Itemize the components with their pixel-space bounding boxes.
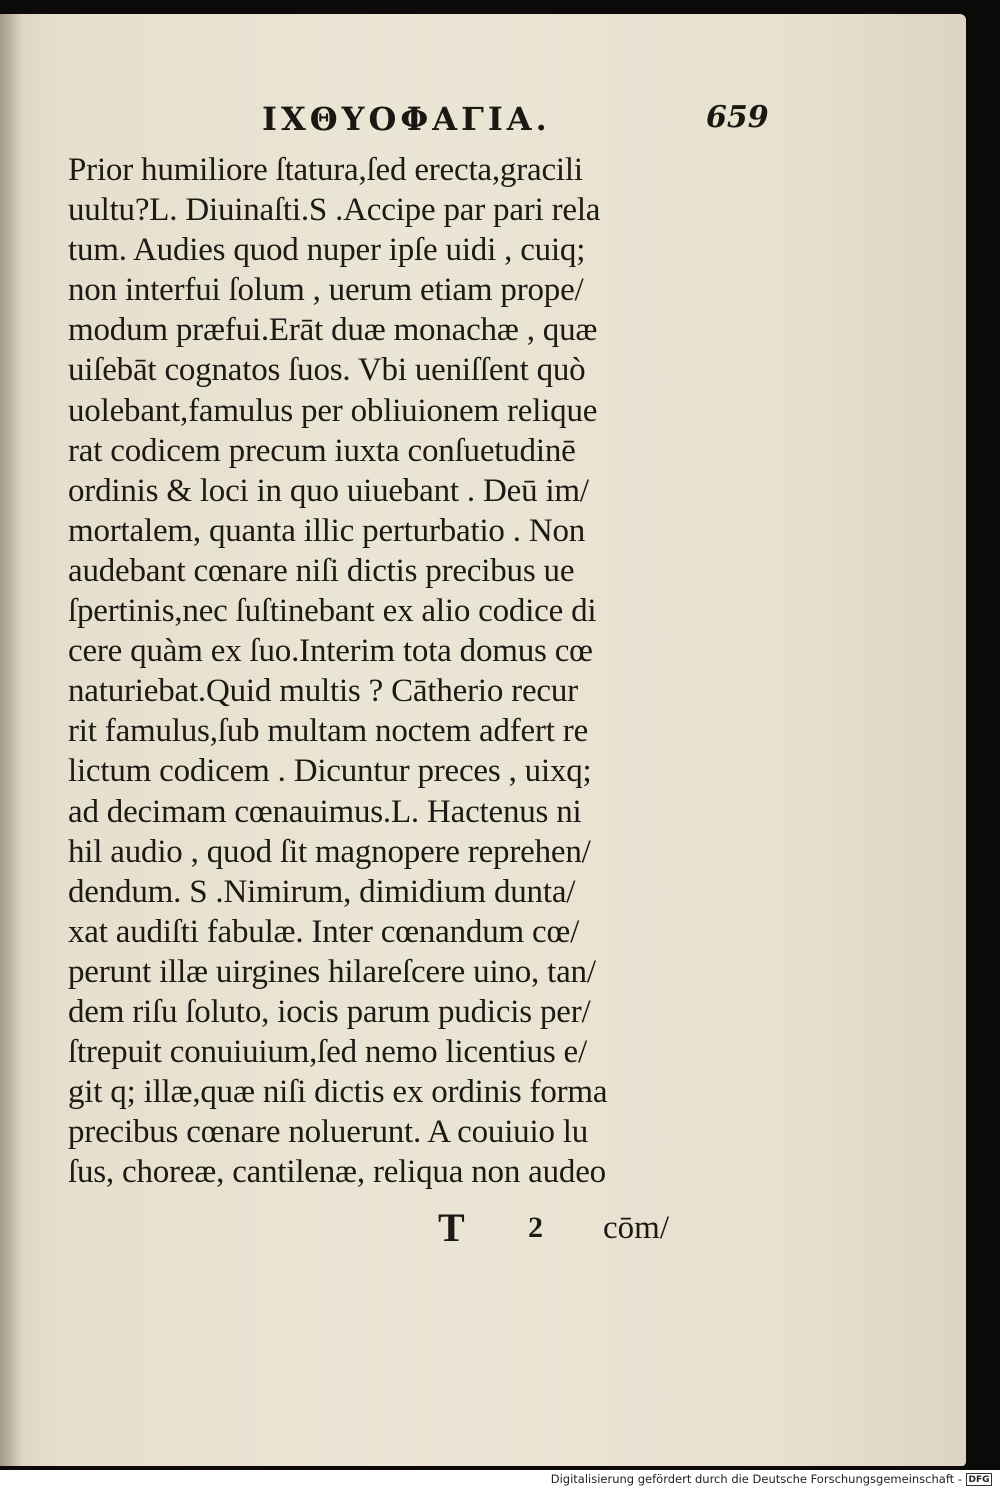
text-line: ſpertinis,nec ſuſtinebant ex alio codice di <box>68 593 597 630</box>
signature-letter: T <box>438 1205 465 1250</box>
text-line: precibus cœnare noluerunt. A couiuio lu <box>68 1114 589 1151</box>
text-line: dem riſu ſoluto, iocis parum pudicis per/ <box>68 993 591 1030</box>
text-line: xat audiſti fabulæ. Inter cœnandum cœ/ <box>68 913 580 950</box>
credit-bar <box>0 1470 1000 1490</box>
text-line: ſtrepuit conuiuium,ſed nemo licentius e/ <box>68 1034 587 1071</box>
text-line: dendum. S .Nimirum, dimidium dunta/ <box>68 873 576 910</box>
text-line: audebant cœnare niſi dictis precibus ue <box>68 552 575 589</box>
signature-number: 2 <box>528 1211 543 1244</box>
text-line: uiſebāt cognatos ſuos. Vbi ueniſſent quò <box>68 352 586 389</box>
text-line: modum præfui.Erāt duæ monachæ , quæ <box>68 312 598 349</box>
dfg-logo-icon: DFG <box>966 1473 992 1486</box>
funding-credit: Digitalisierung gefördert durch die Deutsche Forschungsgemeinschaft - <box>550 1472 962 1486</box>
text-line: perunt illæ uirgines hilareſcere uino, tan/ <box>68 953 596 990</box>
text-line: Prior humiliore ſtatura,ſed erecta,gracili <box>68 152 583 188</box>
text-line: ordinis & loci in quo uiuebant . Deū im/ <box>68 472 589 509</box>
text-line: ad decimam cœnauimus.L. Hactenus ni <box>68 793 582 830</box>
text-line: naturiebat.Quid multis ? Cātherio recur <box>68 673 578 710</box>
text-line: uultu?L. Diuinaſti.S .Accipe par pari rela <box>68 192 601 229</box>
text-line: non interfui ſolum , uerum etiam prope/ <box>68 272 584 309</box>
text-line: ſus, choreæ, cantilenæ, reliqua non audeo <box>68 1154 606 1191</box>
text-line: cere quàm ex ſuo.Interim tota domus cœ <box>68 633 593 670</box>
catchword: cōm/ <box>603 1210 669 1246</box>
text-block <box>68 150 708 1192</box>
running-head: ΙΧΘΥΟΦΑΓΙΑ. <box>262 100 551 138</box>
text-line: tum. Audies quod nuper ipſe uidi , cuiq; <box>68 232 586 269</box>
text-line: uolebant,famulus per obliuionem relique <box>68 392 598 429</box>
gutter-shadow <box>0 14 22 1466</box>
text-line: rit famulus,ſub multam noctem adfert re <box>68 713 589 750</box>
text-line: hil audio , quod ſit magnopere reprehen/ <box>68 833 591 870</box>
text-line: git q; illæ,quæ niſi dictis ex ordinis forma <box>68 1074 608 1111</box>
text-line: lictum codicem . Dicuntur preces , uixq; <box>68 753 592 790</box>
page-number: 659 <box>706 100 769 135</box>
text-line: rat codicem precum iuxta conſuetudinē <box>68 432 576 469</box>
text-line: mortalem, quanta illic perturbatio . Non <box>68 512 586 549</box>
